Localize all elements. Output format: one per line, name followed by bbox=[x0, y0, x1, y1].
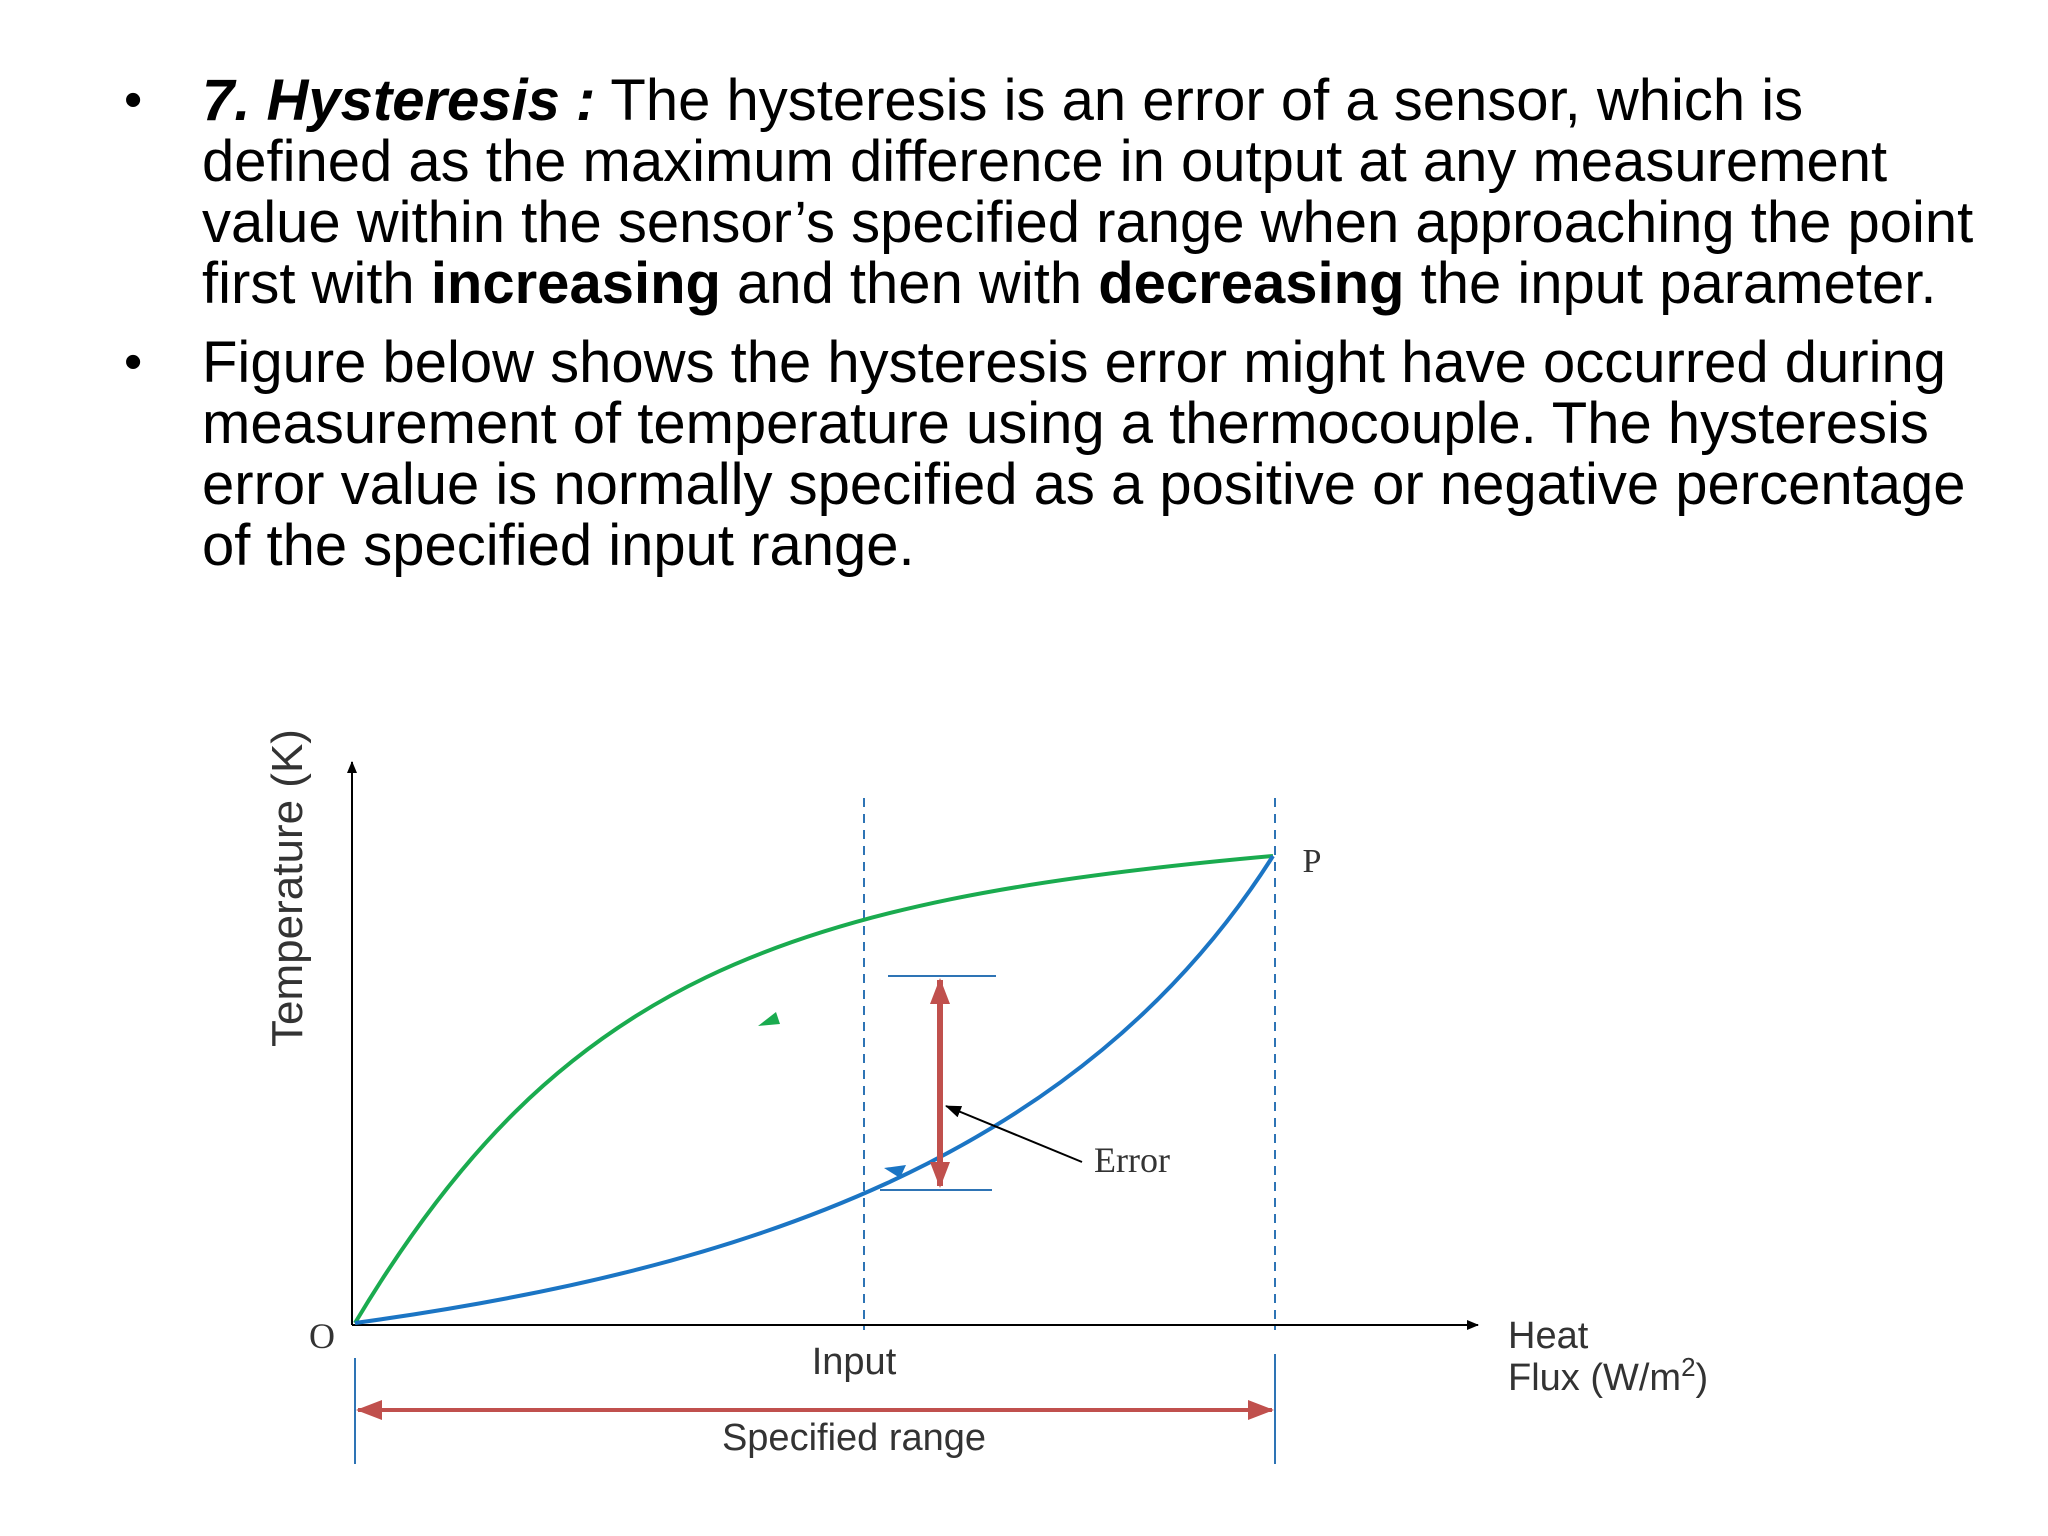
bullet-dot: • bbox=[124, 71, 143, 129]
increasing-curve bbox=[355, 856, 1273, 1323]
decreasing-direction-arrow bbox=[758, 1012, 780, 1026]
definition-text-part2: and then with bbox=[720, 251, 1099, 316]
y-axis-label: Temperature (K) bbox=[263, 729, 312, 1047]
definition-text-part1: The hysteresis is an error of a sensor, which is defined as the maximum difference in output at any measurement value within the sensor’s specified range when approaching the point first with bbox=[202, 68, 1974, 316]
origin-label: O bbox=[309, 1316, 335, 1356]
x-axis-label-flux bbox=[1508, 1352, 1708, 1399]
decreasing-curve bbox=[355, 856, 1273, 1323]
input-label: Input bbox=[811, 1341, 897, 1383]
bold-increasing: increasing bbox=[430, 251, 721, 316]
specified-range-label: Specified range bbox=[721, 1417, 987, 1459]
figure-description-text: Figure below shows the hysteresis error might have occurred during measurement of temperature using a thermocouple. The hysteresis error value is normally specified as a positive or negative percentage of the specified input range. bbox=[202, 330, 1966, 578]
point-p-label: P bbox=[1302, 843, 1322, 880]
bullet-dot: • bbox=[124, 333, 143, 391]
x-axis-label-flux-text: Flux (W/m bbox=[1508, 1357, 1682, 1399]
definition-text-part3: the input parameter. bbox=[1404, 251, 1937, 316]
bold-decreasing: decreasing bbox=[1098, 251, 1405, 316]
term-hysteresis: 7. Hysteresis : bbox=[202, 68, 596, 133]
x-axis-label-exponent: 2 bbox=[1681, 1352, 1696, 1382]
x-axis-label-close: ) bbox=[1695, 1357, 1709, 1399]
error-label: Error bbox=[1094, 1140, 1170, 1180]
x-axis-label-heat: Heat bbox=[1508, 1315, 1589, 1357]
